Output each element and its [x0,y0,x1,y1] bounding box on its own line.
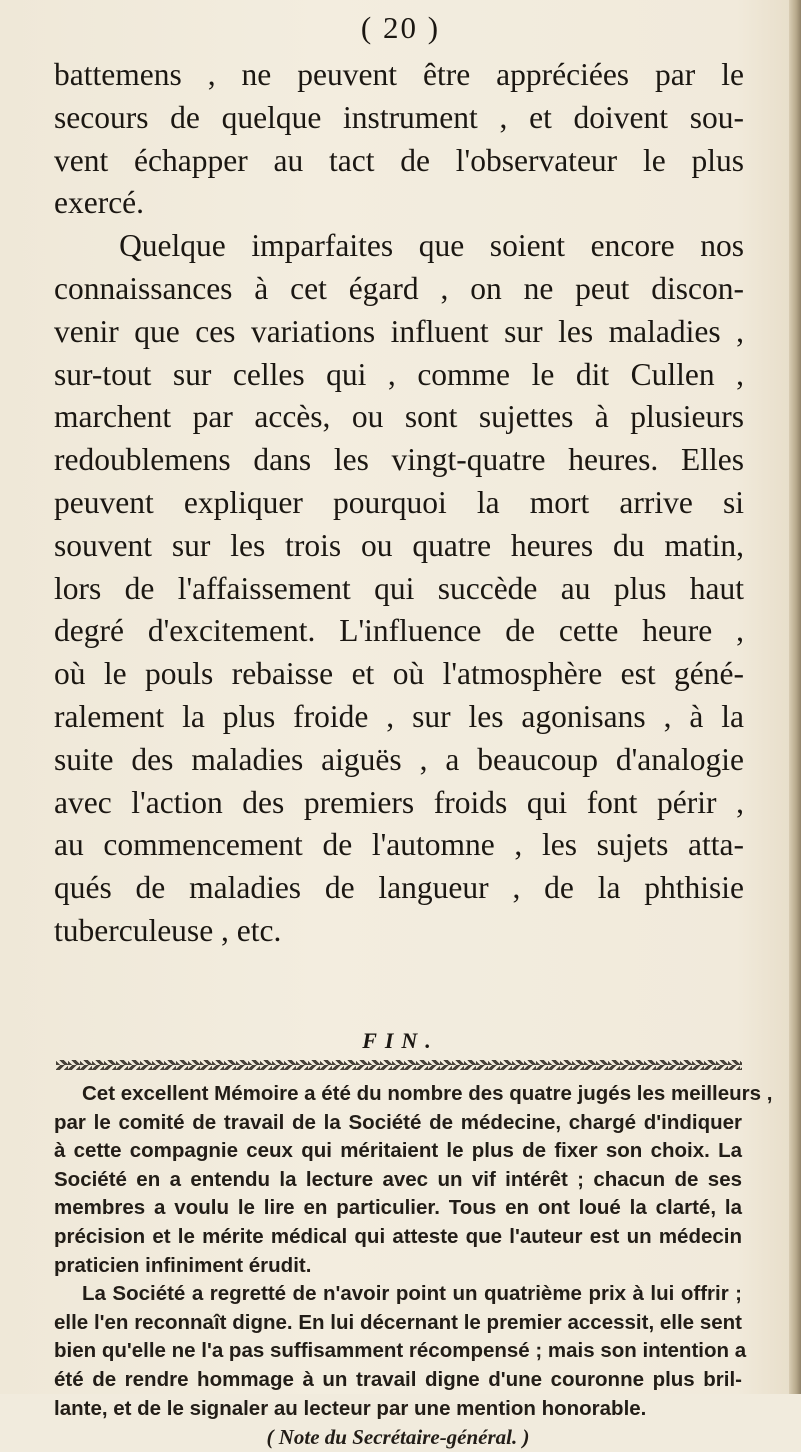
note-line: La Société a regretté de n'avoir point un quatrième prix à lui offrir ; [82,1282,742,1306]
text-line: avec l'action des premiers froids qui font périr , [54,784,744,820]
text-line: peuvent expliquer pourquoi la mort arrive si [54,484,744,520]
paragraph-2 [54,225,744,953]
paragraph-1 [54,54,744,225]
note-line: Cet excellent Mémoire a été du nombre des quatre jugés les meilleurs , [82,1082,773,1105]
text-line: sur-tout sur celles qui , comme le dit Cullen , [54,356,744,392]
text-line: marchent par accès, ou sont sujettes à plusieurs [54,399,744,435]
text-line: qués de maladies de langueur , de la phthisie [54,870,744,906]
text-line: suite des maladies aiguës , a beaucoup d'analogie [54,741,744,777]
note-signature: ( Note du Secrétaire-général. ) [266,1425,530,1450]
note-line: Société en a entendu la lecture avec un vif intérêt ; chacun de ses [54,1167,742,1191]
text-line: secours de quelque instrument , et doivent sou- [54,99,744,135]
note-line: elle l'en reconnaît digne. En lui décernant le premier accessit, elle sent [54,1310,742,1334]
note-line: par le comité de travail de la Société de médecine, chargé d'indiquer [54,1110,742,1134]
note-line: été de rendre hommage à un travail digne d'une couronne plus bril- [54,1367,742,1391]
text-line: connaissances à cet égard , on ne peut discon- [54,270,744,306]
note-line: précision et le mérite médical qui atteste que l'auteur est un médecin [54,1224,742,1248]
text-line: souvent sur les trois ou quatre heures du matin, [54,527,744,563]
secretary-note [54,1080,773,1452]
main-text [54,54,744,953]
note-line: bien qu'elle ne l'a pas suffisamment récompensé ; mais son intention a [54,1339,747,1363]
note-line: membres a voulu le lire en particulier. Tous en ont loué la clarté, la [54,1196,742,1220]
page-number: ( 20 ) [360,10,441,45]
text-line: tuberculeuse , etc. [54,912,282,948]
note-line: lante, et de le signaler au lecteur par une mention honorable. [54,1396,647,1420]
text-line: ralement la plus froide , sur les agonisans , à la [54,698,744,734]
text-line: degré d'excitement. L'influence de cette heure , [54,613,744,649]
text-line: Quelque imparfaites que soient encore nos [119,228,744,264]
note-line: praticien infiniment érudit. [54,1253,312,1277]
note-line: à cette compagnie ceux qui méritaient le plus de fixer son choix. La [54,1139,742,1163]
text-line: battemens , ne peuvent être appréciées par le [54,57,744,92]
fin-label: FIN. [362,1028,439,1053]
text-line: exercé. [54,185,145,221]
page-edge [789,0,801,1394]
text-line: lors de l'affaissement qui succède au plus haut [54,570,744,606]
text-line: vent échapper au tact de l'observateur le plus [54,142,744,178]
text-line: où le pouls rebaisse et où l'atmosphère est géné- [54,656,744,692]
text-line: au commencement de l'automne , les sujets atta- [54,827,744,863]
ornamental-rule [56,1060,742,1070]
text-line: redoublemens dans les vingt-quatre heures. Elles [54,442,744,478]
text-line: venir que ces variations influent sur les maladies , [54,313,744,349]
